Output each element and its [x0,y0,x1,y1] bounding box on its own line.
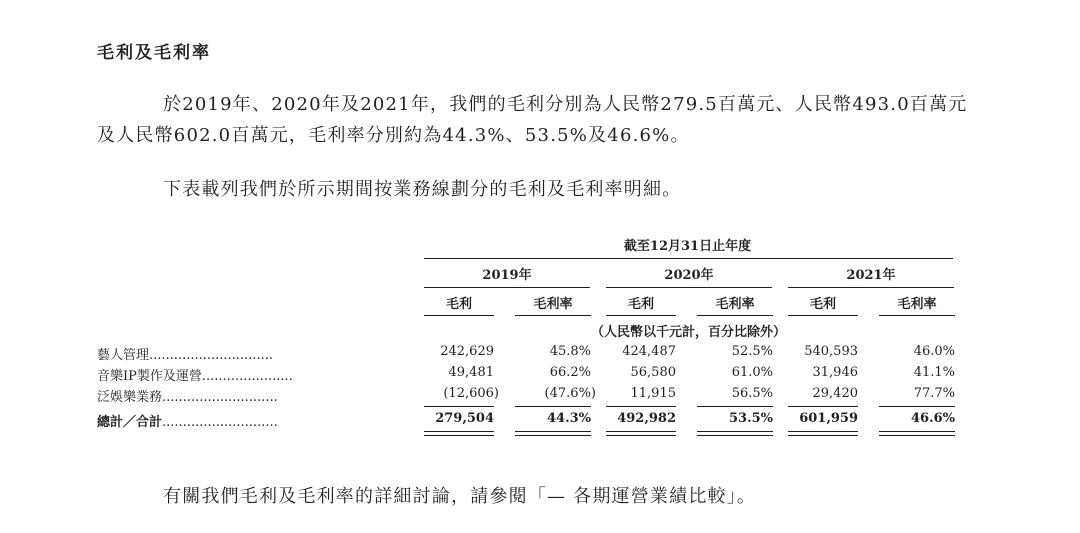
table-cell: 424,487 [622,344,676,359]
table-row-label: 泛娛樂業務............................ [97,390,278,405]
total-cell: 492,982 [617,411,676,426]
table-cell: 56,580 [630,365,676,380]
col-gross-profit-2020: 毛利 [627,297,654,312]
year-2021-rule [788,287,954,288]
table-cell: 540,593 [804,344,858,359]
intro-paragraph: 於2019年、2020年及2021年，我們的毛利分別為人民幣279.5百萬元、人民幣493.0百萬元及人民幣602.0百萬元，毛利率分別約為44.3%、53.5%及46.6%。 [97,94,968,146]
total-cell: 53.5% [728,411,773,426]
unit-note: （人民幣以千元計，百分比除外） [590,325,786,340]
subheader-rule [697,315,773,316]
table-cell: (12,606) [443,386,499,401]
reference-paragraph: 有關我們毛利及毛利率的詳細討論，請參閱「— 各期運營業績比較」。 [163,486,757,507]
subheader-rule [424,315,494,316]
total-top-rule [424,406,494,407]
table-cell: 41.1% [913,365,955,380]
subheader-rule [515,315,591,316]
total-double-rule [788,431,858,436]
total-double-rule [424,431,494,436]
year-2019-rule [424,287,590,288]
header-rule [424,258,953,259]
year-2020-header: 2020年 [664,268,714,283]
period-header: 截至12月31日止年度 [623,239,752,254]
table-cell: (47.6%) [544,386,596,401]
table-cell: 46.0% [913,344,955,359]
table-intro-paragraph: 下表載列我們於所示期間按業務線劃分的毛利及毛利率明細。 [163,179,682,200]
total-double-rule [697,431,773,436]
col-gross-margin-2021: 毛利率 [897,297,937,312]
table-cell: 61.0% [731,365,773,380]
year-2021-header: 2021年 [846,268,896,283]
total-double-rule [879,431,955,436]
section-heading: 毛利及毛利率 [97,43,211,63]
table-cell: 52.5% [731,344,773,359]
total-top-rule [606,406,676,407]
total-double-rule [606,431,676,436]
table-cell: 242,629 [440,344,494,359]
table-cell: 29,420 [812,386,858,401]
table-cell: 49,481 [448,365,494,380]
table-cell: 56.5% [731,386,773,401]
table-cell: 66.2% [549,365,591,380]
total-row-label: 總計／合計............................ [97,415,278,430]
table-cell: 45.8% [549,344,591,359]
col-gross-margin-2019: 毛利率 [533,297,573,312]
year-2020-rule [606,287,772,288]
total-top-rule [879,406,955,407]
col-gross-profit-2021: 毛利 [809,297,836,312]
subheader-rule [606,315,676,316]
col-gross-profit-2019: 毛利 [445,297,472,312]
total-top-rule [515,406,591,407]
subheader-rule [788,315,858,316]
subheader-rule [879,315,955,316]
year-2019-header: 2019年 [482,268,532,283]
table-row-label: 藝人管理.............................. [97,348,273,363]
total-double-rule [515,431,591,436]
table-row-label: 音樂IP製作及運營...................... [97,369,293,384]
total-cell: 44.3% [546,411,591,426]
col-gross-margin-2020: 毛利率 [715,297,755,312]
total-top-rule [697,406,773,407]
total-cell: 46.6% [910,411,955,426]
total-cell: 601,959 [799,411,858,426]
total-top-rule [788,406,858,407]
table-cell: 77.7% [913,386,955,401]
table-cell: 11,915 [630,386,676,401]
table-cell: 31,946 [812,365,858,380]
total-cell: 279,504 [435,411,494,426]
